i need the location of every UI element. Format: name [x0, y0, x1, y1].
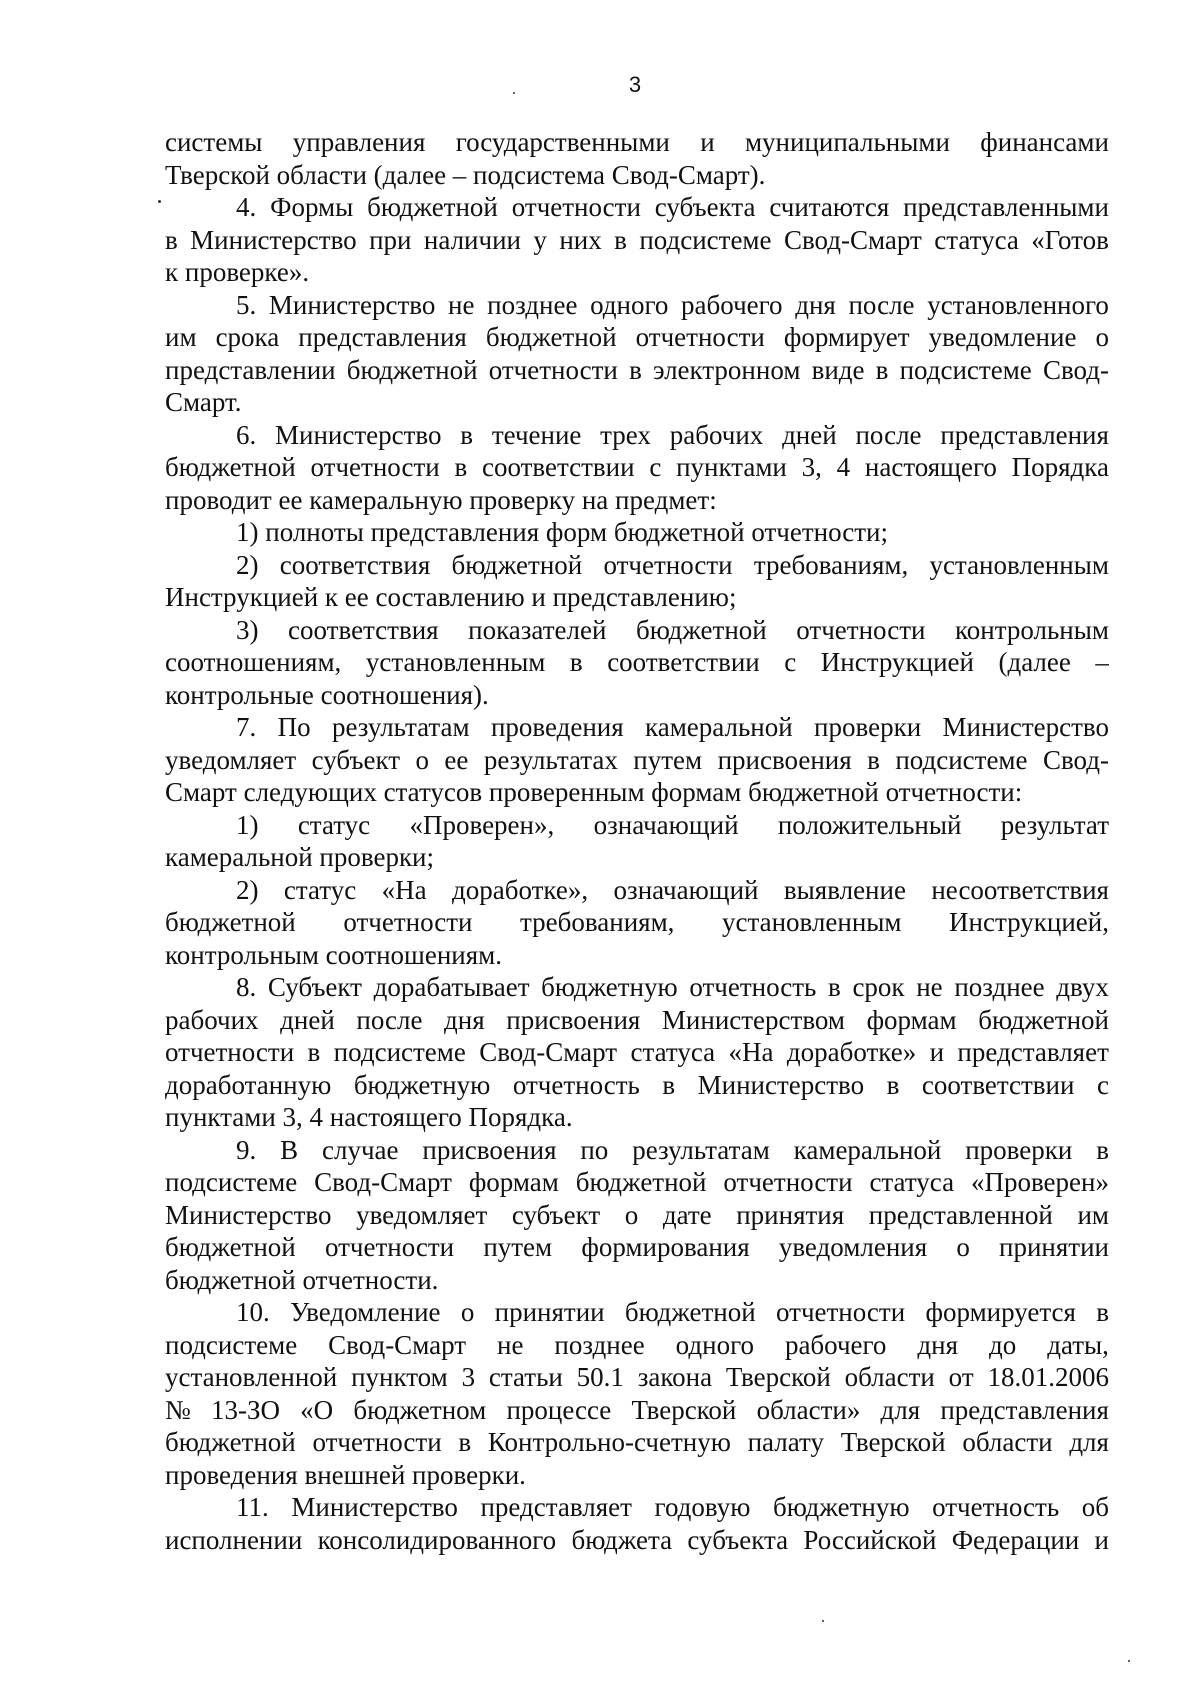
word: позднее: [554, 1329, 645, 1360]
word: Свод-Смарт: [783, 224, 922, 255]
word: представленными: [903, 192, 1109, 222]
word: в: [886, 1069, 900, 1100]
word: течение: [491, 419, 582, 450]
page-number: 3: [628, 72, 642, 97]
word: Тверской: [725, 1362, 831, 1392]
word: в: [662, 1069, 676, 1100]
word: срок: [852, 972, 905, 1002]
word: Свод-: [1042, 744, 1109, 775]
word: одного: [675, 1329, 754, 1360]
word: 10.: [236, 1297, 270, 1327]
text-line: [165, 549, 1109, 582]
word: 4.: [236, 192, 257, 222]
word: –: [1095, 647, 1109, 677]
word: и: [700, 127, 715, 157]
word: результатах: [483, 744, 618, 775]
text-line: [165, 1394, 1109, 1427]
word: в: [1096, 1297, 1109, 1327]
word: установленным: [365, 647, 546, 677]
text-line: к проверке».: [165, 257, 310, 287]
word: представления: [940, 1394, 1109, 1425]
text-line: проведения внешней проверки.: [165, 1459, 526, 1490]
word: уведомление: [928, 322, 1077, 352]
word: не: [497, 1329, 524, 1360]
word: в: [875, 354, 889, 385]
word: от: [948, 1362, 974, 1392]
word: статус: [283, 874, 357, 905]
word: рабочих: [165, 1004, 259, 1035]
word: 4: [836, 452, 851, 482]
word: Субъект: [267, 972, 362, 1002]
text-line: [165, 321, 1109, 354]
word: с: [1096, 1069, 1109, 1100]
word: срока: [215, 322, 280, 352]
text-line: [165, 1166, 1109, 1199]
word: отчетности: [635, 322, 765, 352]
word: отчетности: [343, 907, 473, 937]
text-line: камеральной проверки;: [165, 842, 435, 872]
word: отчетности: [312, 1427, 442, 1457]
word: при: [369, 224, 412, 255]
word: бюджетном: [353, 1394, 487, 1425]
word: позднее: [954, 972, 1045, 1002]
word: бюджетной: [165, 1427, 296, 1457]
word: 3): [236, 614, 259, 645]
word: дате: [662, 1199, 712, 1230]
word: Министерство: [942, 712, 1109, 742]
word: для: [880, 1394, 921, 1425]
text-line: 1) полноты представления форм бюджетной отчетности;: [236, 517, 889, 547]
word: принятии: [494, 1297, 605, 1327]
word: отчетность: [689, 972, 817, 1002]
text-line: контрольным соотношениям.: [165, 939, 502, 970]
text-line: Смарт следующих статусов проверенным формам бюджетной отчетности:: [165, 777, 1023, 807]
word: системы: [165, 127, 263, 157]
word: формам: [866, 1004, 957, 1035]
word: об: [1081, 1492, 1109, 1522]
word: бюджетной: [165, 452, 296, 482]
word: присвоения: [506, 1004, 641, 1035]
word: области»: [756, 1394, 861, 1425]
word: «Готов: [1031, 224, 1109, 255]
text-line: [165, 289, 1109, 322]
word: Российской: [803, 1524, 937, 1555]
word: бюджетной: [635, 614, 767, 645]
word: и: [929, 1037, 945, 1067]
word: бюджетной: [346, 354, 478, 385]
word: пунктами: [676, 452, 787, 482]
text-line: [165, 906, 1109, 939]
word: «На: [381, 874, 427, 905]
word: Министерство: [165, 1199, 332, 1230]
word: в: [458, 1427, 472, 1457]
word: после: [848, 289, 915, 320]
word: отчетности: [310, 452, 440, 482]
text-line: [165, 744, 1109, 777]
word: бюджетной: [575, 1167, 707, 1197]
text-line: Тверской области (далее – подсистема Свод-Смарт).: [165, 159, 766, 190]
word: Министерство: [268, 289, 436, 320]
word: дня: [444, 1004, 485, 1035]
text-line: [165, 971, 1109, 1004]
word: бюджетную: [353, 1069, 491, 1100]
word: даты,: [1047, 1329, 1109, 1360]
word: для: [1069, 1427, 1109, 1457]
word: «На: [728, 1037, 774, 1067]
word: путем: [483, 1232, 553, 1262]
text-line: [165, 224, 1109, 257]
word: принятии: [999, 1232, 1109, 1262]
word: бюджетной: [165, 907, 296, 937]
word: о: [460, 1297, 475, 1327]
word: Тверской: [631, 1394, 737, 1425]
text-line: бюджетной отчетности.: [165, 1264, 439, 1295]
word: Министерство: [697, 1069, 865, 1100]
text-line: [165, 646, 1109, 679]
word: им: [1077, 1199, 1109, 1230]
word: с: [784, 647, 797, 677]
word: области: [962, 1427, 1053, 1457]
word: Инструкцией,: [949, 907, 1109, 937]
text-line: [165, 1491, 1109, 1524]
word: несоответствия: [931, 874, 1109, 905]
word: 5.: [236, 289, 257, 320]
word: области: [844, 1362, 935, 1392]
word: одного: [590, 289, 669, 320]
word: отчетности: [723, 1167, 853, 1197]
word: представления: [298, 322, 467, 352]
word: положительный: [777, 809, 962, 840]
word: о: [956, 1232, 970, 1262]
word: них: [559, 224, 602, 255]
word: дорабатывает: [373, 972, 530, 1002]
word: после: [855, 419, 922, 450]
word: бюджетную: [773, 1492, 910, 1522]
word: бюджетную: [541, 972, 678, 1002]
text-line: [165, 809, 1109, 842]
word: уведомляет: [356, 1199, 488, 1230]
word: позднее: [487, 289, 578, 320]
word: соответствия: [288, 614, 439, 645]
word: подсистеме: [639, 224, 772, 255]
word: статуса: [934, 224, 1019, 255]
word: установленного: [927, 289, 1109, 320]
word: отчетности: [776, 1297, 906, 1327]
word: Тверской: [840, 1427, 946, 1457]
word: исполнении: [165, 1524, 303, 1555]
word: отчетности: [511, 192, 641, 222]
text-line: [165, 874, 1109, 907]
word: показателей: [468, 614, 607, 645]
text-line: [165, 191, 1109, 224]
text-line: [165, 419, 1109, 452]
word: представляет: [957, 1037, 1109, 1067]
word: 3,: [801, 452, 822, 482]
word: результатам: [632, 1134, 770, 1165]
word: представлении: [165, 354, 336, 385]
word: годовую: [654, 1492, 751, 1522]
text-line: [165, 711, 1109, 744]
word: Формы: [270, 192, 354, 222]
word: 1): [236, 809, 259, 840]
word: о: [624, 1199, 639, 1230]
text-line: [165, 1329, 1109, 1362]
scan-artifact: [822, 1620, 824, 1622]
text-line: [165, 1134, 1109, 1167]
word: Инструкцией: [820, 647, 974, 677]
word: бюджетной: [451, 549, 583, 580]
word: в: [629, 354, 642, 385]
word: государственными: [455, 127, 670, 157]
word: отчетность: [932, 1492, 1060, 1522]
word: означающий: [613, 874, 759, 905]
word: у: [533, 224, 547, 255]
word: рабочего: [681, 289, 783, 320]
word: считаются: [769, 192, 890, 222]
word: статус: [297, 809, 371, 840]
text-line: [165, 1361, 1109, 1394]
word: 50.1: [576, 1362, 624, 1392]
word: Свод-: [1042, 354, 1109, 385]
word: подсистеме: [895, 744, 1028, 775]
word: Уведомление: [290, 1297, 441, 1327]
word: о: [415, 744, 429, 775]
word: виде: [811, 354, 865, 385]
word: проведения: [490, 712, 624, 742]
word: соотношениям,: [165, 647, 342, 677]
text-line: пунктами 3, 4 настоящего Порядка.: [165, 1102, 573, 1132]
word: отчетности: [603, 549, 733, 580]
word: Порядка: [1011, 452, 1109, 482]
word: в: [614, 224, 627, 255]
word: до: [988, 1329, 1017, 1360]
word: 11.: [236, 1492, 269, 1522]
word: процессе: [506, 1394, 612, 1425]
word: статуса: [869, 1167, 955, 1197]
word: бюджетной: [624, 1297, 756, 1327]
word: муниципальными: [744, 127, 950, 157]
word: 2): [236, 874, 259, 905]
text-line: [165, 614, 1109, 647]
word: о: [1095, 322, 1109, 352]
word: субъект: [511, 1199, 601, 1230]
scan-artifact: [158, 200, 161, 203]
word: субъекта: [654, 192, 756, 222]
word: требованиям,: [520, 907, 675, 937]
word: контрольным: [955, 614, 1109, 645]
word: 9.: [236, 1134, 257, 1165]
word: результат: [1000, 809, 1109, 840]
word: «О: [300, 1394, 334, 1425]
word: №: [165, 1394, 191, 1425]
word: отчетности: [488, 354, 618, 385]
word: Свод-Смарт: [314, 1167, 452, 1197]
word: управления: [292, 127, 426, 157]
word: бюджета: [571, 1524, 673, 1555]
word: установленным: [929, 549, 1109, 580]
word: 7.: [236, 712, 257, 742]
word: 8.: [236, 972, 257, 1002]
word: дней: [280, 1004, 335, 1035]
word: финансами: [980, 127, 1109, 157]
text-line: [165, 1199, 1109, 1232]
word: По: [277, 712, 311, 742]
word: камеральной: [793, 1134, 942, 1165]
word: субъекта: [687, 1524, 789, 1555]
word: отчетности: [796, 614, 926, 645]
text-line: [165, 1231, 1109, 1264]
word: им: [165, 322, 197, 352]
word: закона: [637, 1362, 713, 1392]
word: Министерство: [190, 224, 357, 255]
word: в: [460, 419, 474, 450]
word: установленным: [721, 907, 902, 937]
text-line: Инструкцией к ее составлению и представлению;: [165, 582, 737, 612]
word: двух: [1056, 972, 1109, 1002]
scan-artifact: [513, 92, 515, 94]
word: «Проверен»,: [409, 809, 555, 840]
word: не: [916, 972, 943, 1002]
text-line: [165, 1426, 1109, 1459]
word: субъект: [311, 744, 400, 775]
word: соответствии: [921, 1069, 1075, 1100]
word: отчетность: [512, 1069, 640, 1100]
word: камеральной: [645, 712, 793, 742]
word: Министерство: [291, 1492, 458, 1522]
word: уведомления: [778, 1232, 928, 1262]
text-line: [165, 1524, 1109, 1557]
word: Свод-Смарт: [479, 1037, 618, 1067]
word: 2): [236, 549, 259, 580]
word: рабочего: [784, 1329, 887, 1360]
word: доработке»: [786, 1037, 917, 1067]
text-line: [165, 1036, 1109, 1069]
word: статьи: [488, 1362, 563, 1392]
word: наличии: [423, 224, 521, 255]
word: в: [307, 1037, 321, 1067]
word: настоящего: [864, 452, 997, 482]
word: соответствии: [607, 647, 760, 677]
text-line: [165, 126, 1109, 159]
word: консолидированного: [317, 1524, 557, 1555]
word: соответствии: [481, 452, 635, 482]
word: бюджетной: [367, 192, 498, 222]
word: присвоения: [717, 744, 852, 775]
text-line: [165, 451, 1109, 484]
word: результатам: [331, 712, 470, 742]
scan-artifact: [1128, 1660, 1130, 1662]
word: 13-ЗО: [210, 1394, 280, 1425]
word: представления: [940, 419, 1109, 450]
word: принятия: [736, 1199, 845, 1230]
word: представляет: [480, 1492, 632, 1522]
word: дня: [795, 289, 836, 320]
word: и: [1094, 1524, 1109, 1555]
word: статуса: [630, 1037, 716, 1067]
word: подсистеме: [899, 354, 1032, 385]
word: подсистеме: [165, 1329, 298, 1360]
text-line: Смарт.: [165, 387, 242, 417]
word: трех: [600, 419, 651, 450]
text-line: [165, 1004, 1109, 1037]
word: путем: [633, 744, 703, 775]
word: установленной: [165, 1362, 338, 1392]
word: В: [280, 1134, 299, 1165]
word: рабочих: [669, 419, 764, 450]
word: палату: [747, 1427, 824, 1457]
word: присвоения: [422, 1134, 557, 1165]
word: уведомляет: [165, 744, 297, 775]
text-line: проводит ее камеральную проверку на предмет:: [165, 484, 717, 515]
word: в: [1096, 1134, 1109, 1165]
word: случае: [322, 1134, 399, 1165]
word: соответствия: [279, 549, 431, 580]
word: выявление: [783, 874, 906, 905]
word: после: [356, 1004, 423, 1035]
word: доработанную: [165, 1069, 332, 1100]
word: формирования: [581, 1232, 750, 1262]
word: проверки: [814, 712, 922, 742]
word: дней: [782, 419, 837, 450]
word: представленной: [868, 1199, 1053, 1230]
word: 6.: [236, 419, 257, 450]
word: отчетности: [324, 1232, 455, 1262]
word: 18.01.2006: [987, 1362, 1109, 1392]
word: в: [165, 224, 178, 255]
word: по: [580, 1134, 609, 1165]
text-line: [165, 354, 1109, 387]
word: Министерством: [661, 1004, 845, 1035]
word: доработке»,: [452, 874, 589, 905]
word: подсистеме: [333, 1037, 466, 1067]
word: формируется: [925, 1297, 1076, 1327]
word: бюджетной: [485, 322, 617, 352]
word: формам: [468, 1167, 559, 1197]
word: бюджетной: [165, 1232, 296, 1262]
word: 3: [461, 1362, 476, 1392]
word: дня: [917, 1329, 959, 1360]
document-body: [165, 126, 1109, 1556]
word: требованиям,: [753, 549, 909, 580]
word: бюджетной: [978, 1004, 1109, 1035]
word: Министерство: [275, 419, 442, 450]
word: в: [828, 972, 841, 1002]
word: означающий: [593, 809, 739, 840]
word: ее: [444, 744, 469, 775]
word: отчетности: [165, 1037, 295, 1067]
word: с: [649, 452, 662, 482]
word: (далее: [998, 647, 1071, 677]
word: «Проверен»: [970, 1167, 1109, 1197]
word: в: [867, 744, 880, 775]
word: электронном: [652, 354, 801, 385]
word: не: [448, 289, 475, 320]
word: пунктом: [351, 1362, 448, 1392]
word: в: [569, 647, 583, 677]
text-line: [165, 1069, 1109, 1102]
word: проверки: [965, 1134, 1073, 1165]
word: Контрольно-счетную: [487, 1427, 731, 1457]
word: в: [454, 452, 468, 482]
word: подсистеме: [165, 1167, 298, 1197]
text-line: [165, 1296, 1109, 1329]
text-line: контрольные соотношения).: [165, 679, 489, 710]
word: Свод-Смарт: [328, 1329, 467, 1360]
word: Федерации: [951, 1524, 1080, 1555]
word: формирует: [783, 322, 910, 352]
